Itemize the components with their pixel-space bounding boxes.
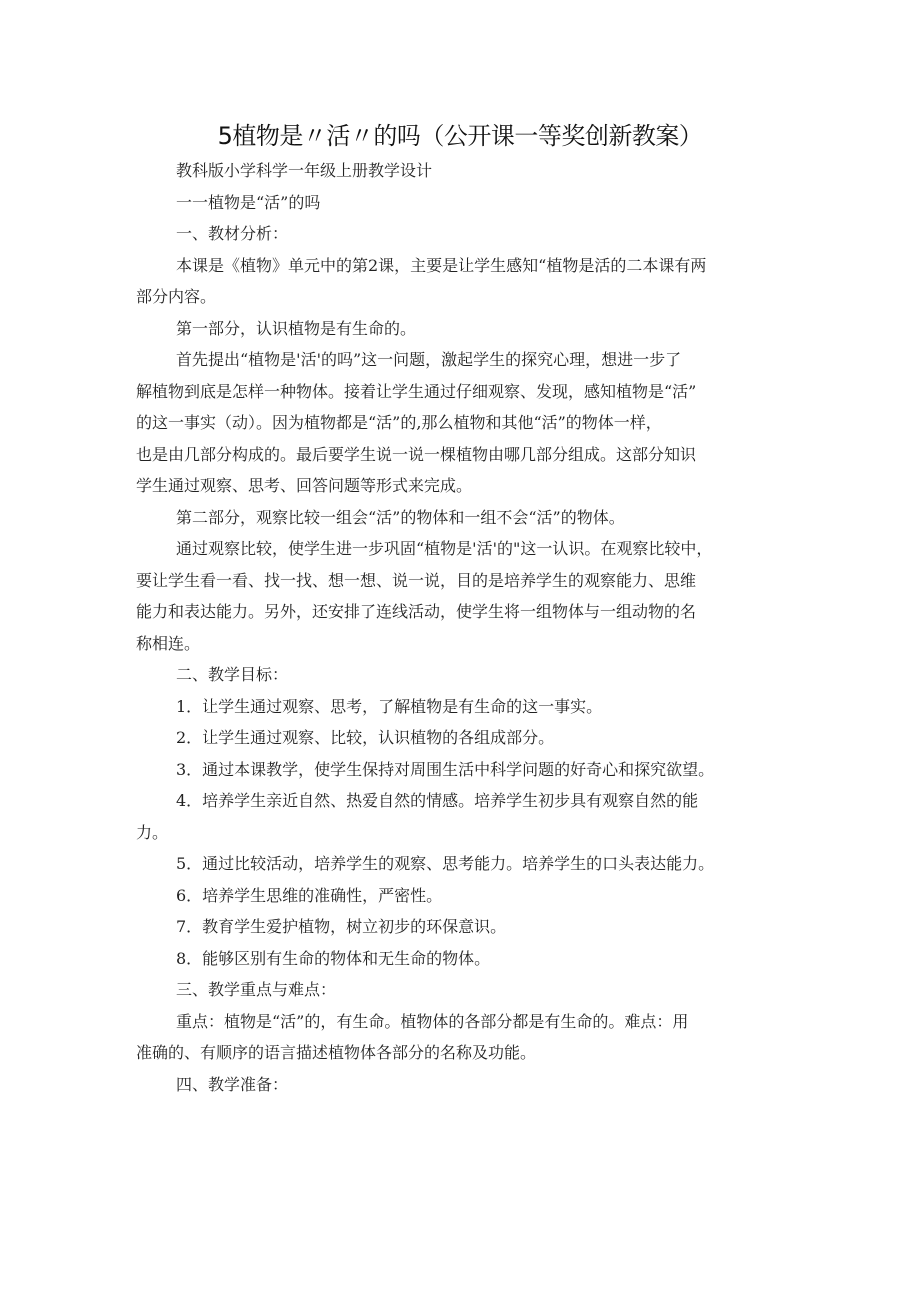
paragraph-line: 也是由几部分构成的。最后要学生说一说一棵植物由哪几部分组成。这部分知识 — [136, 444, 697, 464]
paragraph-line: 要让学生看一看、找一找、想一想、说一说，目的是培养学生的观察能力、思维 — [136, 570, 697, 590]
paragraph-line: 第二部分，观察比较一组会“活”的物体和一组不会“活”的物体。 — [176, 507, 625, 527]
objective-item: 7．教育学生爱护植物，树立初步的环保意识。 — [176, 917, 507, 936]
document-body — [136, 155, 792, 1100]
objective-item: 8．能够区别有生命的物体和无生命的物体。 — [176, 948, 491, 968]
objective-item-continuation: 力。 — [136, 822, 169, 842]
paragraph-line: 准确的、有顺序的语言描述植物体各部分的名称及功能。 — [136, 1043, 537, 1062]
section-heading: 四、教学准备： — [176, 1074, 289, 1094]
paragraph-line: 解植物到底是怎样一种物体。接着让学生通过仔细观察、发现，感知植物是“活” — [136, 381, 697, 401]
paragraph-line: 的这一事实（动）。因为植物都是“活”的,那么植物和其他“活”的物体一样， — [136, 413, 662, 432]
document-title: 5植物是〃活〃的吗（公开课一等奖创新教案） — [217, 122, 703, 150]
objective-item: 1．让学生通过观察、思考，了解植物是有生命的这一事实。 — [176, 696, 603, 716]
objective-item: 5．通过比较活动，培养学生的观察、思考能力。培养学生的口头表达能力。 — [176, 854, 715, 873]
section-heading: 二、教学目标： — [176, 665, 289, 684]
paragraph-line: 第一部分，认识植物是有生命的。 — [176, 318, 417, 338]
paragraph-line: 重点：植物是“活”的，有生命。植物体的各部分都是有生命的。难点：用 — [176, 1011, 689, 1031]
subtitle-line: 教科版小学科学一年级上册教学设计 — [176, 161, 433, 180]
objective-item: 3．通过本课教学，使学生保持对周围生活中科学问题的好奇心和探究欲望。 — [176, 759, 715, 779]
paragraph-line: 能力和表达能力。另外，还安排了连线活动，使学生将一组物体与一组动物的名 — [136, 602, 697, 621]
objective-item: 6．培养学生思维的准确性，严密性。 — [176, 885, 443, 905]
objective-item: 2．让学生通过观察、比较，认识植物的各组成部分。 — [176, 728, 555, 747]
paragraph-line: 首先提出“植物是'活'的吗”这一问题，激起学生的探究心理，想进一步了 — [176, 350, 682, 369]
paragraph-line: 称相连。 — [136, 633, 201, 653]
lesson-name-line: 一一植物是“活”的吗 — [176, 192, 321, 212]
paragraph-line: 通过观察比较，使学生进一步巩固“植物是'活'的"这一认识。在观察比较中， — [176, 539, 713, 558]
objective-item: 4．培养学生亲近自然、热爱自然的情感。培养学生初步具有观察自然的能 — [176, 791, 699, 810]
paragraph-line: 本课是《植物》单元中的第2课，主要是让学生感知“植物是活的二本课有两 — [176, 255, 707, 275]
section-heading: 三、教学重点与难点： — [176, 980, 337, 999]
section-heading: 一、教材分析： — [176, 224, 289, 243]
paragraph-line: 学生通过观察、思考、回答问题等形式来完成。 — [136, 476, 473, 495]
paragraph-line: 部分内容。 — [136, 287, 217, 306]
